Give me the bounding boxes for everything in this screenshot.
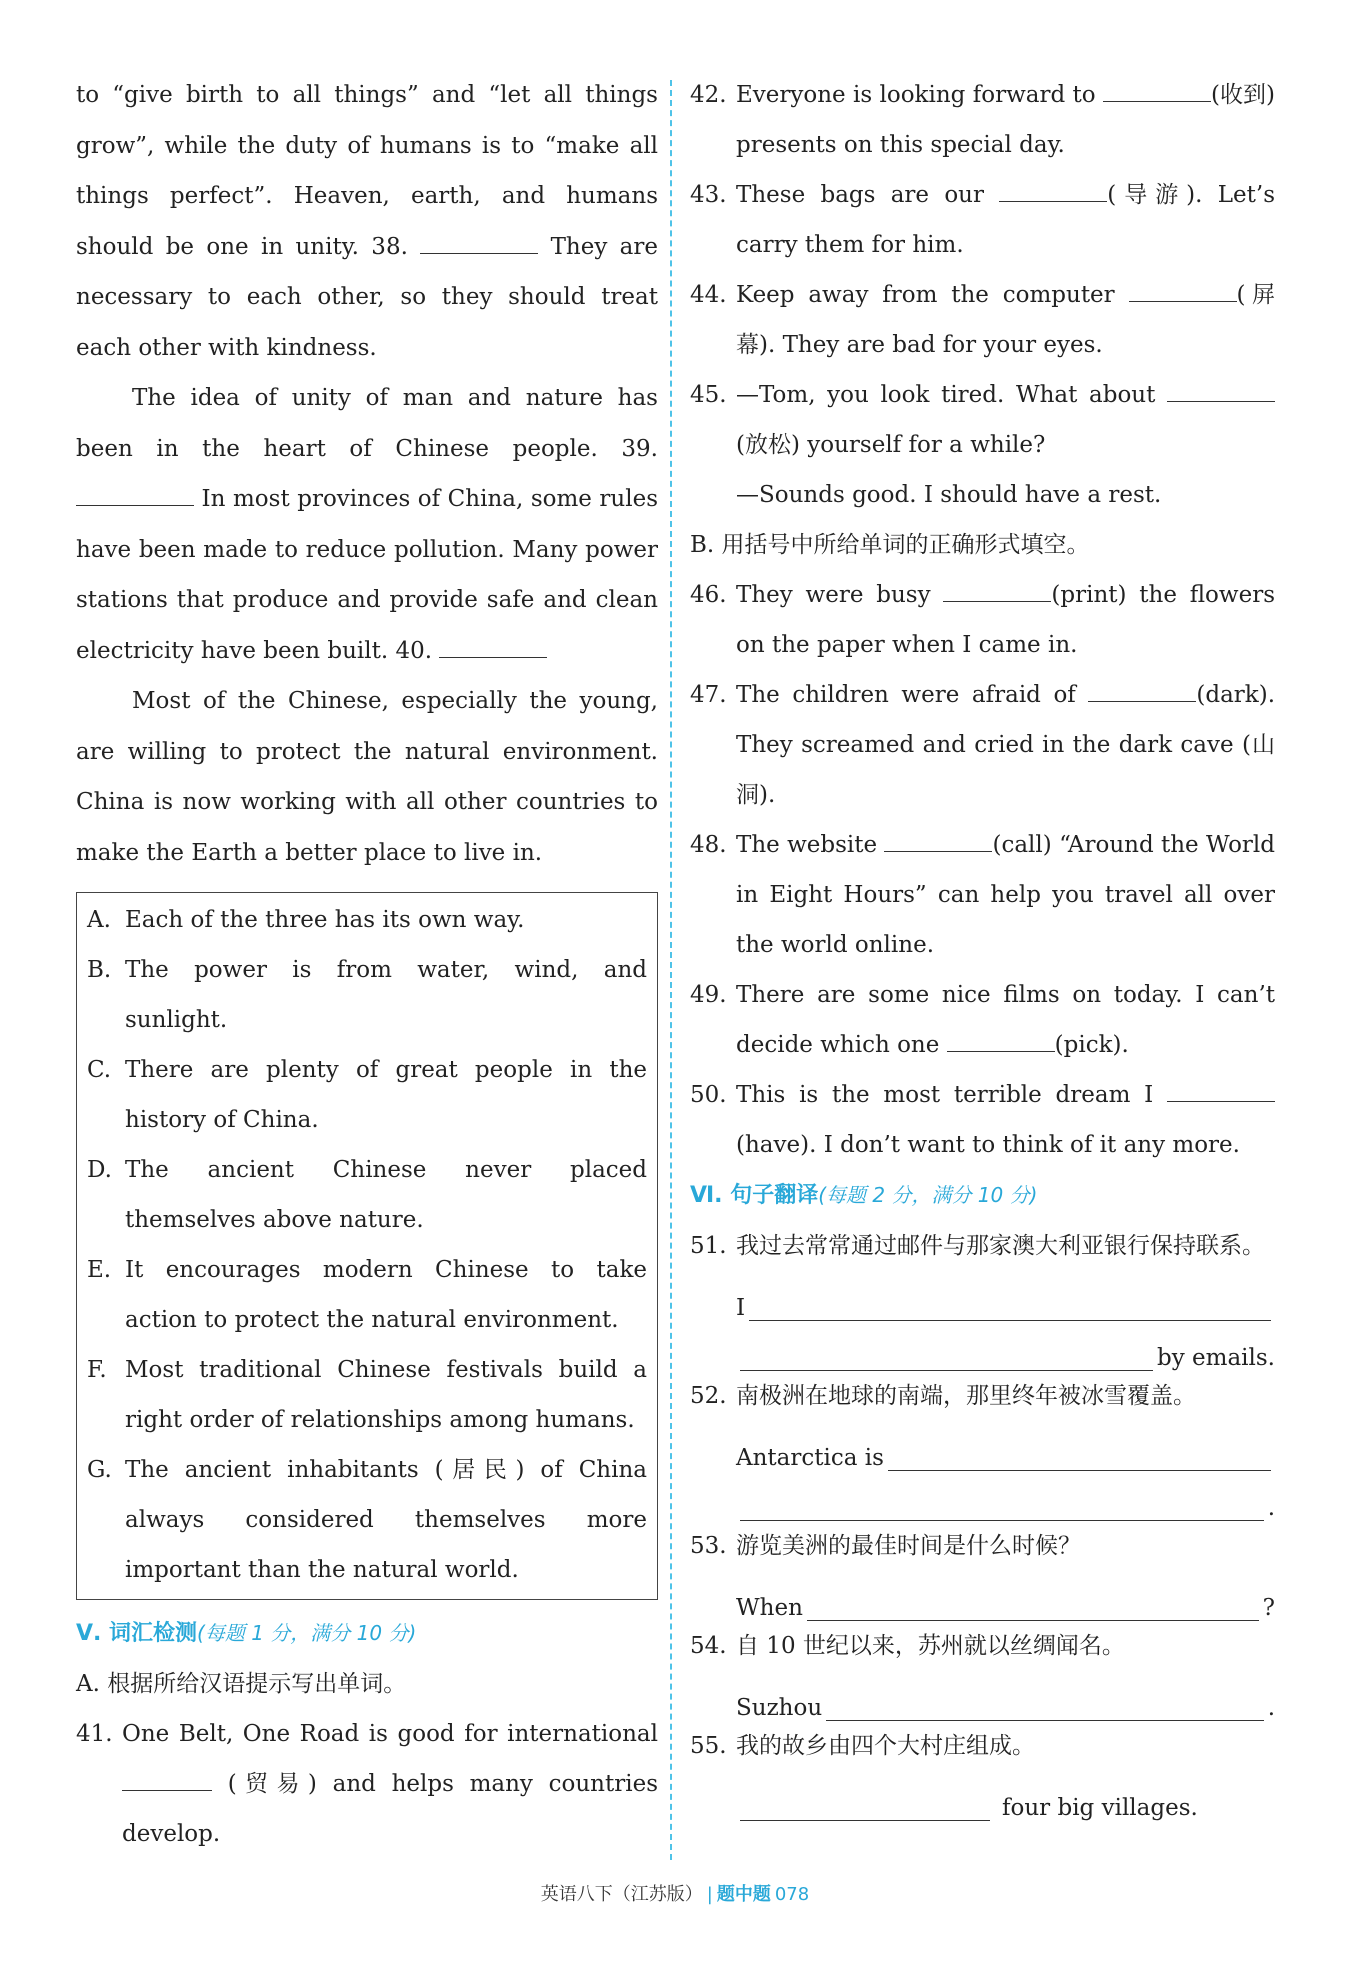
question-number: 49. xyxy=(690,982,727,1008)
question-42 xyxy=(690,70,1275,170)
option-g xyxy=(87,1445,647,1595)
question-46-text-b: (print) the flowers on the paper when I came in. xyxy=(736,582,1276,658)
options-box xyxy=(76,892,658,1600)
answer-line[interactable] xyxy=(826,1692,1264,1721)
question-41-text-b: (贸易) and helps many countries develop. xyxy=(122,1771,658,1847)
paragraph-1 xyxy=(76,70,658,373)
right-column xyxy=(690,70,1275,1821)
option-text: There are plenty of great people in the history of China. xyxy=(125,1057,647,1133)
question-55-line xyxy=(690,1771,1275,1821)
question-51-line-2 xyxy=(690,1321,1275,1371)
option-text: Most traditional Chinese festivals build a right order of relationships among humans. xyxy=(125,1357,647,1433)
blank-46[interactable] xyxy=(943,578,1051,602)
question-50 xyxy=(690,1070,1275,1170)
question-50-text-b: (have). I don’t want to think of it any more. xyxy=(736,1132,1240,1158)
question-41 xyxy=(76,1709,658,1859)
question-49-text-a: There are some nice films on today. I can’t decide which one xyxy=(736,982,1275,1058)
option-key: F. xyxy=(87,1357,107,1383)
option-key: G. xyxy=(87,1457,112,1483)
question-number: 50. xyxy=(690,1082,727,1108)
question-55 xyxy=(690,1721,1275,1771)
option-d xyxy=(87,1145,647,1245)
blank-48[interactable] xyxy=(884,828,992,852)
blank-39[interactable] xyxy=(76,482,194,506)
question-48-text-b: (call) “Around the World in Eight Hours” can help you travel all over the world online. xyxy=(736,832,1275,958)
subsection-a-instruction: A. 根据所给汉语提示写出单词。 xyxy=(76,1671,407,1697)
question-41-text-a: One Belt, One Road is good for international xyxy=(122,1721,658,1747)
paragraph-1-text-a: to “give birth to all things” and “let all things grow”, while the duty of humans is to “make all things perfect”. Heaven, earth, and humans should be one in unity. 38. xyxy=(76,82,658,260)
blank-43[interactable] xyxy=(999,178,1107,202)
question-49-text-b: (pick). xyxy=(1054,1032,1129,1058)
blank-50[interactable] xyxy=(1167,1078,1275,1102)
question-53-end: ? xyxy=(1262,1595,1275,1621)
section-6-title xyxy=(690,1170,1275,1221)
footer-subject: 英语八下（江苏版） xyxy=(540,1884,703,1905)
question-number: 51. xyxy=(690,1233,727,1259)
question-52 xyxy=(690,1371,1275,1421)
answer-line[interactable] xyxy=(740,1492,1264,1521)
question-55-chinese: 我的故乡由四个大村庄组成。 xyxy=(736,1733,1035,1759)
question-43-text-a: These bags are our xyxy=(736,182,984,208)
column-divider xyxy=(670,80,672,1860)
question-54-chinese: 自 10 世纪以来，苏州就以丝绸闻名。 xyxy=(736,1633,1125,1659)
page-number: 078 xyxy=(774,1884,810,1905)
option-f xyxy=(87,1345,647,1445)
question-53-chinese: 游览美洲的最佳时间是什么时候？ xyxy=(736,1533,1081,1559)
question-44-text-b: (屏幕). They are bad for your eyes. xyxy=(736,282,1275,358)
blank-40[interactable] xyxy=(439,634,547,658)
blank-44[interactable] xyxy=(1129,278,1237,302)
option-b xyxy=(87,945,647,1045)
question-52-chinese: 南极洲在地球的南端，那里终年被冰雪覆盖。 xyxy=(736,1383,1196,1409)
section-6-heading: Ⅵ. 句子翻译 xyxy=(690,1183,819,1208)
question-number: 52. xyxy=(690,1383,727,1409)
option-a xyxy=(87,895,647,945)
section-5-note: (每题 1 分，满分 10 分) xyxy=(197,1621,417,1645)
question-54-start: Suzhou xyxy=(736,1695,823,1721)
question-45-text-a: —Tom, you look tired. What about xyxy=(736,382,1156,408)
question-number: 53. xyxy=(690,1533,727,1559)
question-number: 45. xyxy=(690,382,727,408)
question-53-start: When xyxy=(736,1595,803,1621)
question-number: 41. xyxy=(76,1721,113,1747)
option-text: The ancient Chinese never placed themselves above nature. xyxy=(125,1157,647,1233)
answer-line[interactable] xyxy=(740,1792,990,1821)
question-51-line-1 xyxy=(690,1271,1275,1321)
option-text: The power is from water, wind, and sunlight. xyxy=(125,957,647,1033)
paragraph-2-text-b: In most provinces of China, some rules have been made to reduce pollution. Many power stations that produce and provide safe and clean electricity have been built. 40. xyxy=(76,486,659,664)
blank-38[interactable] xyxy=(420,230,538,254)
question-52-line-2 xyxy=(690,1471,1275,1521)
question-42-text-a: Everyone is looking forward to xyxy=(736,82,1096,108)
option-key: D. xyxy=(87,1157,112,1183)
question-49 xyxy=(690,970,1275,1070)
section-5-heading: Ⅴ. 词汇检测 xyxy=(76,1621,198,1646)
paragraph-2 xyxy=(76,373,658,676)
paragraph-3: Most of the Chinese, especially the young, are willing to protect the natural environment. China is now working with all other countries to make the Earth a better place to live in. xyxy=(76,688,658,866)
option-e xyxy=(87,1245,647,1345)
question-44-text-a: Keep away from the computer xyxy=(736,282,1115,308)
blank-45[interactable] xyxy=(1167,378,1275,402)
question-47-text-a: The children were afraid of xyxy=(736,682,1076,708)
blank-47[interactable] xyxy=(1088,678,1196,702)
question-52-end: . xyxy=(1267,1495,1275,1521)
question-53-line xyxy=(690,1571,1275,1621)
blank-42[interactable] xyxy=(1103,78,1211,102)
answer-line[interactable] xyxy=(807,1592,1259,1621)
footer-brand: 题中题 xyxy=(716,1884,771,1905)
blank-41[interactable] xyxy=(122,1767,212,1791)
question-number: 46. xyxy=(690,582,727,608)
page-footer xyxy=(0,1880,1350,1906)
option-c xyxy=(87,1045,647,1145)
question-48-text-a: The website xyxy=(736,832,878,858)
option-text: The ancient inhabitants (居民) of China always considered themselves more important than the natural world. xyxy=(125,1457,647,1583)
paragraph-2-text-a: The idea of unity of man and nature has been in the heart of Chinese people. 39. xyxy=(76,385,658,462)
question-51 xyxy=(690,1221,1275,1271)
section-5-title xyxy=(76,1608,658,1659)
question-51-end: by emails. xyxy=(1157,1345,1275,1371)
question-51-start: I xyxy=(736,1295,746,1321)
question-45 xyxy=(690,370,1275,520)
question-54 xyxy=(690,1621,1275,1671)
question-43-text-b: (导游). Let’s carry them for him. xyxy=(736,182,1275,258)
option-key: A. xyxy=(87,907,111,933)
left-column xyxy=(76,70,658,1859)
question-51-chinese: 我过去常常通过邮件与那家澳大利亚银行保持联系。 xyxy=(736,1233,1265,1259)
question-54-end: . xyxy=(1267,1695,1275,1721)
question-number: 55. xyxy=(690,1733,727,1759)
question-46 xyxy=(690,570,1275,670)
option-text: It encourages modern Chinese to take action to protect the natural environment. xyxy=(125,1257,647,1333)
question-47 xyxy=(690,670,1275,820)
question-52-start: Antarctica is xyxy=(736,1445,884,1471)
question-number: 47. xyxy=(690,682,727,708)
footer-separator: | xyxy=(706,1884,713,1905)
option-key: E. xyxy=(87,1257,112,1283)
answer-line[interactable] xyxy=(740,1342,1153,1371)
question-47-text-b: (dark). They screamed and cried in the dark cave (山洞). xyxy=(736,682,1275,808)
blank-49[interactable] xyxy=(947,1028,1055,1052)
question-45-text-b: (放松) yourself for a while? xyxy=(736,432,1046,458)
option-key: B. xyxy=(87,957,112,983)
question-48 xyxy=(690,820,1275,970)
question-number: 42. xyxy=(690,82,727,108)
question-53 xyxy=(690,1521,1275,1571)
question-number: 43. xyxy=(690,182,727,208)
option-key: C. xyxy=(87,1057,112,1083)
question-52-line-1 xyxy=(690,1421,1275,1471)
question-50-text-a: This is the most terrible dream I xyxy=(736,1082,1154,1108)
question-55-end: four big villages. xyxy=(1002,1795,1198,1821)
question-number: 44. xyxy=(690,282,727,308)
answer-line[interactable] xyxy=(749,1292,1271,1321)
question-54-line xyxy=(690,1671,1275,1721)
question-44 xyxy=(690,270,1275,370)
question-number: 48. xyxy=(690,832,727,858)
question-45-text-c: —Sounds good. I should have a rest. xyxy=(736,482,1162,508)
question-46-text-a: They were busy xyxy=(736,582,931,608)
question-43 xyxy=(690,170,1275,270)
option-text: Each of the three has its own way. xyxy=(125,907,525,933)
question-number: 54. xyxy=(690,1633,727,1659)
subsection-b-instruction: B. 用括号中所给单词的正确形式填空。 xyxy=(690,532,1090,558)
section-6-note: (每题 2 分，满分 10 分) xyxy=(818,1183,1038,1207)
question-42-text-b: (收到) presents on this special day. xyxy=(736,82,1276,158)
paragraph-1-text-b: They are necessary to each other, so they should treat each other with kindness. xyxy=(76,233,658,361)
answer-line[interactable] xyxy=(888,1442,1271,1471)
